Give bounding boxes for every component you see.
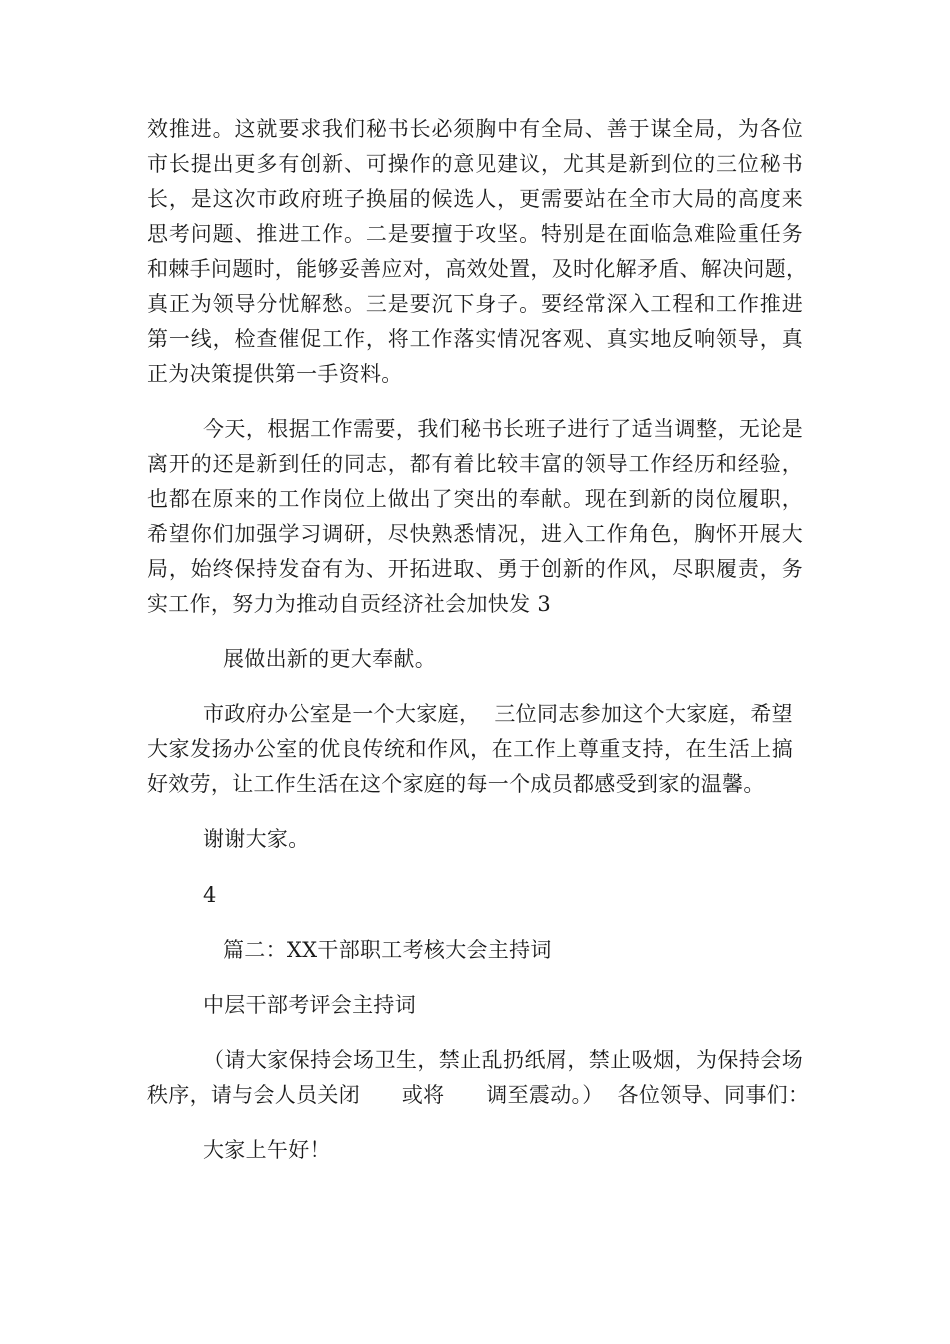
paragraph-3: 展做出新的更大奉献。 [223,647,436,671]
paragraph-2-line-1: 今天，根据工作需要，我们秘书长班子进行了适当调整，无论是 [203,417,803,441]
section-title: 篇二：XX干部职工考核大会主持词 [223,938,552,962]
paragraph-1-line-7: 第一线，检查催促工作，将工作落实情况客观、真实地反响领导，真 [147,327,803,351]
paragraph-1-line-4: 思考问题、推进工作。二是要擅于攻坚。特别是在面临急难险重任务 [147,222,803,246]
paragraph-1-line-2: 市长提出更多有创新、可操作的意见建议，尤其是新到位的三位秘书 [147,152,803,176]
paragraph-2-line-6: 实工作，努力为推动自贡经济社会加快发 3 [147,592,552,616]
paragraph-4-line-2: 大家发扬办公室的优良传统和作风，在工作上尊重支持，在生活上搞 [147,737,793,761]
thanks-line: 谢谢大家。 [203,827,310,851]
page-number: 4 [203,883,217,907]
paragraph-1-line-5: 和棘手问题时，能够妥善应对，高效处置，及时化解矛盾、解决问题， [147,257,808,281]
paragraph-1-line-8: 正为决策提供第一手资料。 [147,362,403,386]
paragraph-2-line-2: 离开的还是新到任的同志，都有着比较丰富的领导工作经历和经验， [147,452,803,476]
subtitle: 中层干部考评会主持词 [203,993,416,1017]
paragraph-1-line-1: 效推进。这就要求我们秘书长必须胸中有全局、善于谋全局，为各位 [147,117,803,141]
paragraph-4-line-3: 好效劳，让工作生活在这个家庭的每一个成员都感受到家的温馨。 [147,772,765,796]
paragraph-2-line-4: 希望你们加强学习调研，尽快熟悉情况，进入工作角色，胸怀开展大 [147,522,803,546]
notice-line-2: 秩序，请与会人员关闭 或将 调至震动。） 各位领导、同事们： [147,1083,810,1107]
paragraph-4-line-1: 市政府办公室是一个大家庭， 三位同志参加这个大家庭，希望 [203,702,793,726]
paragraph-1-line-3: 长，是这次市政府班子换届的候选人，更需要站在全市大局的高度来 [147,187,803,211]
greeting: 大家上午好！ [203,1138,331,1162]
paragraph-2-line-3: 也都在原来的工作岗位上做出了突出的奉献。现在到新的岗位履职， [147,487,803,511]
paragraph-1-line-6: 真正为领导分忧解愁。三是要沉下身子。要经常深入工程和工作推进 [147,292,803,316]
paragraph-2-line-5: 局，始终保持发奋有为、开拓进取、勇于创新的作风，尽职履责，务 [147,557,803,581]
notice-line-1: （请大家保持会场卫生，禁止乱扔纸屑，禁止吸烟，为保持会场 [203,1048,803,1072]
